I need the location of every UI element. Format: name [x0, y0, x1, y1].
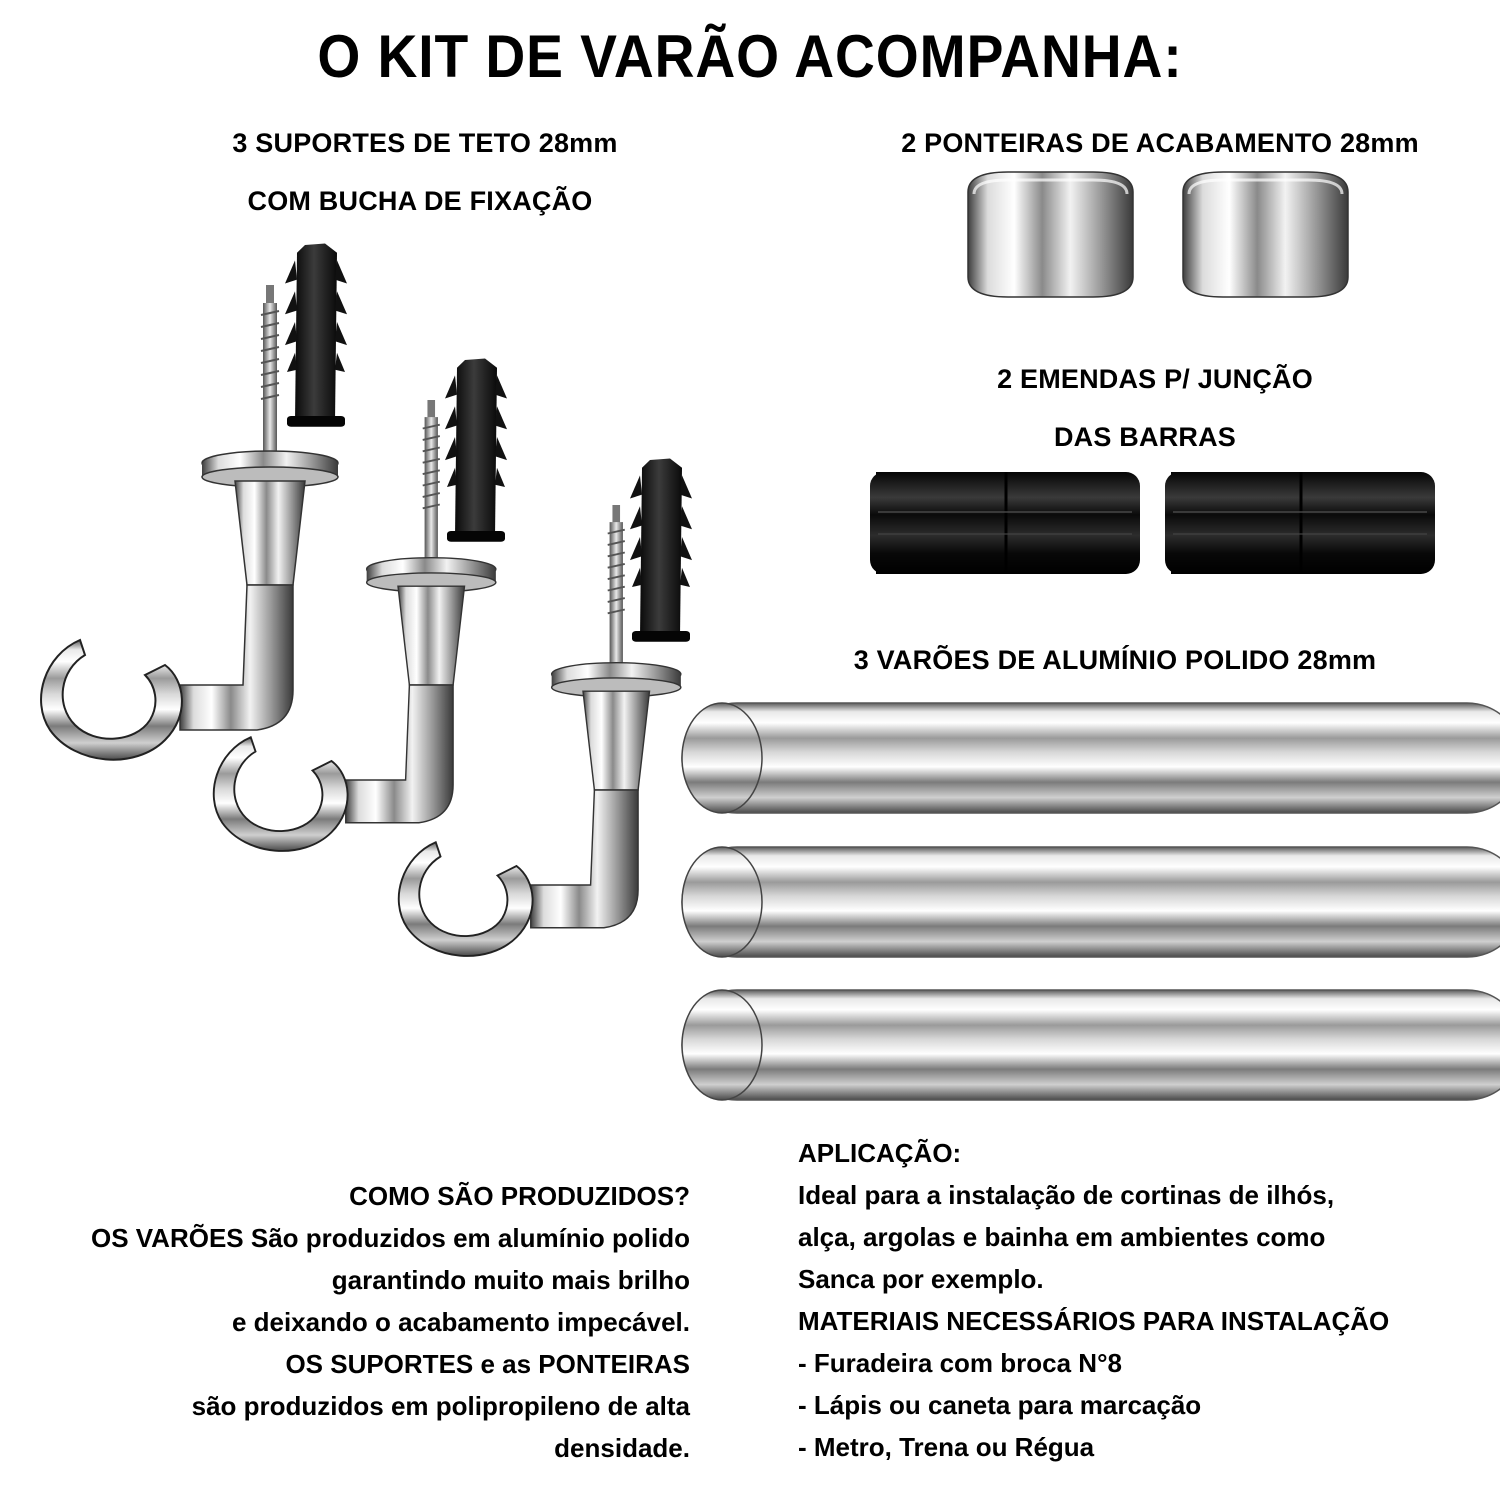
production-line: garantindo muito mais brilho: [331, 1265, 690, 1295]
end-cap-icon: [1183, 172, 1348, 297]
supports-label-line1: 3 SUPORTES DE TETO 28mm: [232, 128, 618, 158]
materials-item: - Metro, Trena ou Régua: [798, 1432, 1095, 1462]
page-title: O KIT DE VARÃO ACOMPANHA:: [317, 23, 1183, 90]
application-line: Ideal para a instalação de cortinas de ilhós,: [798, 1180, 1335, 1210]
production-info: [10, 1175, 690, 1469]
materials-heading: MATERIAIS NECESSÁRIOS PARA INSTALAÇÃO: [798, 1306, 1390, 1336]
joiner-sleeve-icon: [870, 472, 1140, 574]
aluminium-rod-icon: [682, 990, 1500, 1100]
application-heading: APLICAÇÃO:: [798, 1138, 962, 1168]
aluminium-rod-icon: [682, 703, 1500, 813]
joiners-label-line2: DAS BARRAS: [1053, 422, 1236, 452]
aluminium-rod-icon: [682, 847, 1500, 957]
joiners-label-line1: 2 EMENDAS P/ JUNÇÃO: [997, 364, 1313, 394]
supports-label-line2: COM BUCHA DE FIXAÇÃO: [247, 186, 593, 216]
materials-item: - Furadeira com broca N°8: [798, 1348, 1122, 1378]
production-line: densidade.: [554, 1433, 690, 1463]
production-line: OS VARÕES São produzidos em alumínio polido: [90, 1223, 690, 1253]
production-line: são produzidos em polipropileno de alta: [191, 1391, 690, 1421]
production-line: OS SUPORTES e as PONTEIRAS: [285, 1349, 690, 1379]
application-info: [798, 1132, 1488, 1468]
end-caps-label: 2 PONTEIRAS DE ACABAMENTO 28mm: [901, 128, 1419, 158]
joiner-sleeve-icon: [1165, 472, 1435, 574]
application-line: Sanca por exemplo.: [798, 1264, 1044, 1294]
ceiling-bracket-icon: [41, 243, 347, 759]
application-line: alça, argolas e bainha em ambientes como: [798, 1222, 1326, 1252]
rods-label: 3 VARÕES DE ALUMÍNIO POLIDO 28mm: [853, 645, 1377, 675]
end-cap-icon: [968, 172, 1133, 297]
production-line: e deixando o acabamento impecável.: [231, 1307, 690, 1337]
materials-item: - Lápis ou caneta para marcação: [798, 1390, 1202, 1420]
production-heading: COMO SÃO PRODUZIDOS?: [349, 1181, 690, 1211]
